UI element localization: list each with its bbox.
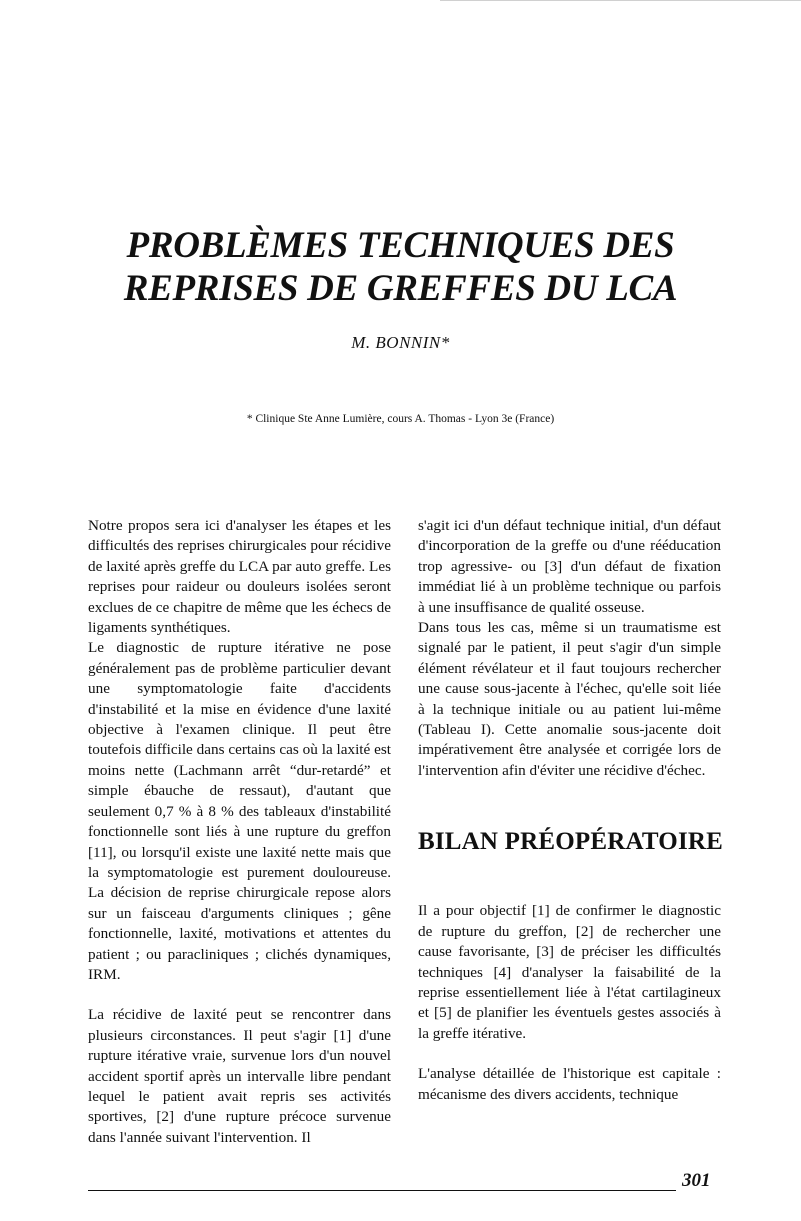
- title-line-2: REPRISES DE GREFFES DU LCA: [123, 268, 678, 309]
- section-heading: BILAN PRÉOPÉRATOIRE: [418, 828, 724, 856]
- paragraph-diagnosis: Le diagnostic de rupture itérative ne pose généralement pas de problème particulier devant une symptomatologie faite d'accidents d'instabilité et la mise en évidence d'une laxité objective à l'examen clinique. Il peut être toutefois difficile dans certains cas où la laxité est moins nette (Lachmann arrêt “dur-retardé” et simple ébauche de ressaut), d'autant que seulement 0,7 % à 8 % des tableaux d'instabilité fonctionnelle sont liés à une rupture du greffon [11], ou lorsqu'il existe une laxité nette mais que la symptomatologie est purement douloureuse. La décision de reprise chirurgicale repose alors sur un faisceau d'arguments cliniques ; gêne fonctionnelle, laxité, motivations et attentes du patient ; ou paracliniques ; clichés dynamiques, IRM.: [88, 639, 391, 983]
- paragraph-technical-defect: s'agit ici d'un défaut technique initial, d'un défaut d'incorporation de la greffe ou d'une rééducation trop agressive- ou [3] d'un défaut de fixation immédiat lié à un problème technique ou parfois à une insuffisance de qualité osseuse.: [418, 517, 721, 616]
- paragraph-objectives: Il a pour objectif [1] de confirmer le diagnostic de rupture du greffon, [2] de rechercher une cause favorisante, [3] de préciser les difficultés techniques [4] d'analyser la faisabilité de la reprise essentiellement liée à l'état cartilagineux et [5] de planifier les éventuels gestes associés à la greffe itérative.: [418, 902, 721, 1042]
- left-column: [88, 516, 391, 1148]
- paragraph-underlying-cause: Dans tous les cas, même si un traumatisme est signalé par le patient, il peut s'agir d'un simple élément révélateur et il faut toujours rechercher une cause sous-jacente à l'échec, qu'elle soit liée à la technique initiale ou au patient lui-même (Tableau I). Cette anomalie sous-jacente doit impérativement être analysée et corrigée lors de l'intervention afin d'éviter une récidive d'échec.: [418, 619, 721, 779]
- top-edge-rule: [440, 0, 801, 1]
- title-line-1: PROBLÈMES TECHNIQUES DES: [126, 225, 675, 266]
- paragraph-history: L'analyse détaillée de l'historique est capitale : mécanisme des divers accidents, technique: [418, 1065, 721, 1103]
- footer-rule: [88, 1190, 676, 1191]
- right-column: [418, 516, 724, 1105]
- page-number: 301: [682, 1170, 711, 1191]
- paragraph-recurrence: La récidive de laxité peut se rencontrer dans plusieurs circonstances. Il peut s'agir [1] d'une rupture itérative vraie, survenue lors d'un nouvel accident sportif après un intervalle libre pendant lequel le patient avait repris ses activités sportives, [2] d'une rupture précoce survenue dans l'année suivant l'intervention. Il: [88, 1006, 391, 1146]
- article-title: [0, 224, 801, 310]
- paragraph-intro: Notre propos sera ici d'analyser les étapes et les difficultés des reprises chirurgicales pour récidive de laxité après greffe du LCA par auto greffe. Les reprises pour raideur ou douleurs isolées seront exclues de ce chapitre de même que les échecs de ligaments synthétiques.: [88, 517, 391, 637]
- author-affiliation: * Clinique Ste Anne Lumière, cours A. Thomas - Lyon 3e (France): [246, 413, 555, 425]
- author-name: M. BONNIN*: [351, 333, 450, 352]
